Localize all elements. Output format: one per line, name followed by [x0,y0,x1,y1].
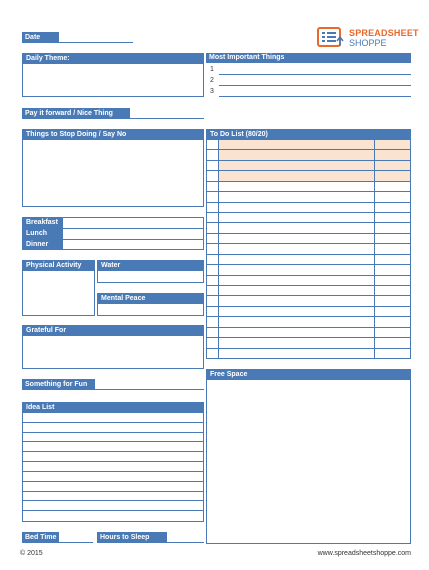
water-label: Water [98,261,203,271]
idea-row[interactable] [23,433,203,443]
hours-to-sleep-field[interactable] [167,542,204,543]
todo-time-field[interactable] [375,349,410,359]
todo-row[interactable] [207,213,410,223]
bed-time-label: Bed Time [22,532,59,543]
todo-item-field[interactable] [219,244,375,253]
grateful-for-box[interactable] [22,325,204,369]
idea-row[interactable] [23,492,203,502]
breakfast-label: Breakfast [23,218,63,228]
todo-time-field[interactable] [375,276,410,285]
todo-time-field[interactable] [375,161,410,170]
todo-time-field[interactable] [375,328,410,337]
todo-item-field[interactable] [219,255,375,264]
todo-item-field[interactable] [219,276,375,285]
todo-checkbox[interactable] [207,223,219,232]
idea-row[interactable] [23,452,203,462]
todo-time-field[interactable] [375,171,410,180]
free-space-box[interactable] [206,369,411,544]
todo-row[interactable] [207,296,410,306]
stop-doing-box[interactable] [22,129,204,207]
todo-time-field[interactable] [375,150,410,159]
todo-row[interactable] [207,182,410,192]
todo-label: To Do List (80/20) [207,130,410,140]
physical-activity-box[interactable] [22,260,95,316]
copyright: © 2015 [20,550,43,557]
meal-row-lunch[interactable] [23,229,203,240]
grateful-for-label: Grateful For [23,326,203,336]
todo-row[interactable] [207,234,410,244]
idea-rows [23,413,203,521]
todo-item-field[interactable] [219,317,375,326]
todo-list [206,129,411,359]
todo-row[interactable] [207,349,410,359]
todo-item-field[interactable] [219,171,375,180]
todo-item-field[interactable] [219,150,375,159]
idea-row[interactable] [23,413,203,423]
idea-list-label: Idea List [23,403,203,413]
mi-number-2: 2 [210,77,214,84]
todo-checkbox[interactable] [207,255,219,264]
todo-item-field[interactable] [219,338,375,347]
date-label: Date [22,32,59,43]
most-important-label: Most Important Things [206,53,411,63]
todo-checkbox[interactable] [207,265,219,274]
todo-time-field[interactable] [375,338,410,347]
todo-checkbox[interactable] [207,349,219,359]
todo-item-field[interactable] [219,203,375,212]
todo-item-field[interactable] [219,223,375,232]
pay-it-forward-field[interactable] [130,118,204,119]
todo-checkbox[interactable] [207,276,219,285]
todo-checkbox[interactable] [207,213,219,222]
todo-checkbox[interactable] [207,328,219,337]
something-for-fun-label: Something for Fun [22,379,95,390]
todo-time-field[interactable] [375,182,410,191]
spreadsheet-logo-icon [317,26,345,50]
logo [317,26,419,52]
todo-checkbox[interactable] [207,317,219,326]
todo-checkbox[interactable] [207,286,219,295]
todo-row[interactable] [207,171,410,181]
todo-checkbox[interactable] [207,171,219,180]
todo-checkbox[interactable] [207,192,219,201]
todo-time-field[interactable] [375,244,410,253]
todo-time-field[interactable] [375,307,410,316]
idea-row[interactable] [23,442,203,452]
todo-time-field[interactable] [375,140,410,149]
todo-row[interactable] [207,276,410,286]
todo-time-field[interactable] [375,213,410,222]
todo-time-field[interactable] [375,286,410,295]
todo-row[interactable] [207,265,410,275]
todo-checkbox[interactable] [207,161,219,170]
mental-peace-label: Mental Peace [98,294,203,304]
physical-activity-label: Physical Activity [23,261,94,271]
idea-row[interactable] [23,511,203,521]
todo-row[interactable] [207,161,410,171]
meal-row-dinner[interactable] [23,240,203,250]
todo-row[interactable] [207,140,410,150]
idea-row[interactable] [23,482,203,492]
water-box[interactable] [97,260,204,283]
todo-row[interactable] [207,338,410,348]
pay-it-forward-label: Pay it forward / Nice Thing [22,108,130,119]
todo-row[interactable] [207,203,410,213]
logo-text-bottom: SHOPPE [349,38,387,48]
todo-item-field[interactable] [219,140,375,149]
todo-checkbox[interactable] [207,150,219,159]
todo-item-field[interactable] [219,349,375,359]
todo-checkbox[interactable] [207,182,219,191]
idea-row[interactable] [23,462,203,472]
todo-item-field[interactable] [219,328,375,337]
idea-row[interactable] [23,472,203,482]
bed-time-field[interactable] [59,542,93,543]
meal-row-breakfast[interactable] [23,218,203,229]
date-field[interactable] [59,42,133,43]
todo-row[interactable] [207,317,410,327]
logo-text-top: SPREADSHEET [349,28,419,38]
todo-checkbox[interactable] [207,140,219,149]
todo-time-field[interactable] [375,203,410,212]
todo-item-field[interactable] [219,265,375,274]
todo-checkbox[interactable] [207,307,219,316]
todo-row[interactable] [207,223,410,233]
todo-item-field[interactable] [219,286,375,295]
todo-row[interactable] [207,192,410,202]
idea-row[interactable] [23,501,203,511]
idea-list [22,402,204,522]
todo-time-field[interactable] [375,265,410,274]
todo-time-field[interactable] [375,192,410,201]
daily-theme-label: Daily Theme: [23,54,203,64]
todo-row[interactable] [207,244,410,254]
todo-checkbox[interactable] [207,203,219,212]
todo-row[interactable] [207,328,410,338]
meals-box [22,217,204,250]
todo-row[interactable] [207,286,410,296]
todo-checkbox[interactable] [207,338,219,347]
todo-item-field[interactable] [219,192,375,201]
website-url[interactable]: www.spreadsheetshoppe.com [317,550,411,557]
mi-number-1: 1 [210,66,214,73]
todo-item-field[interactable] [219,182,375,191]
todo-item-field[interactable] [219,296,375,305]
mental-peace-box[interactable] [97,293,204,316]
free-space-label: Free Space [207,370,410,380]
todo-row[interactable] [207,150,410,160]
todo-time-field[interactable] [375,234,410,243]
idea-row[interactable] [23,423,203,433]
todo-checkbox[interactable] [207,234,219,243]
todo-time-field[interactable] [375,223,410,232]
mi-number-3: 3 [210,88,214,95]
todo-item-field[interactable] [219,161,375,170]
todo-item-field[interactable] [219,307,375,316]
todo-item-field[interactable] [219,234,375,243]
todo-row[interactable] [207,255,410,265]
todo-time-field[interactable] [375,255,410,264]
todo-time-field[interactable] [375,317,410,326]
mi-field-1[interactable] [219,74,411,75]
todo-checkbox[interactable] [207,296,219,305]
todo-row[interactable] [207,307,410,317]
todo-item-field[interactable] [219,213,375,222]
daily-theme-box[interactable] [22,53,204,97]
stop-doing-label: Things to Stop Doing / Say No [23,130,203,140]
todo-time-field[interactable] [375,296,410,305]
mi-field-3[interactable] [219,96,411,97]
todo-rows [207,140,410,358]
lunch-label: Lunch [23,229,63,239]
hours-to-sleep-label: Hours to Sleep [97,532,167,543]
dinner-label: Dinner [23,240,63,250]
todo-checkbox[interactable] [207,244,219,253]
mi-field-2[interactable] [219,85,411,86]
something-for-fun-field[interactable] [95,389,204,390]
